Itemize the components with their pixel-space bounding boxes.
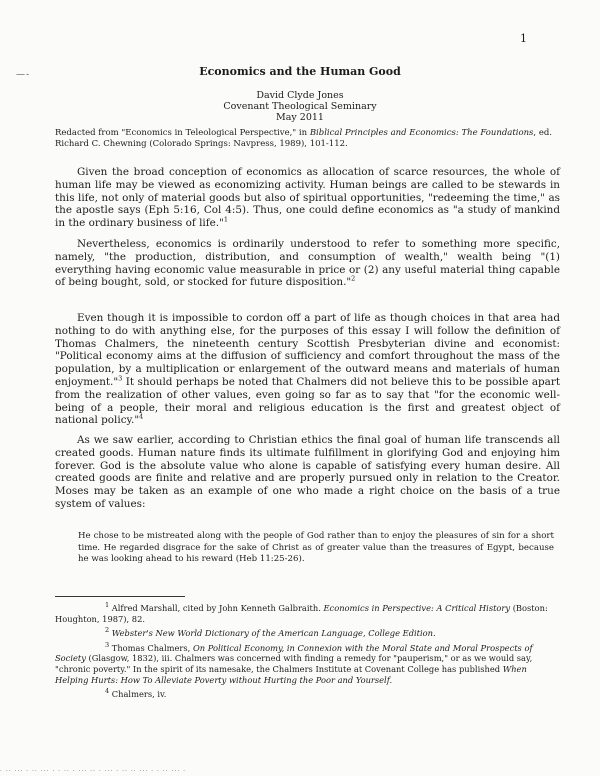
paragraph-3-text-a: Even though it is impossible to cordon off a part of life as though choices in that area had nothing to do with anything else, for the purposes of this essay I will follow the definition of Thomas Chalmers, the nineteenth century Scottish Presbyterian divine and economist: "Political economy aims at the diffusion of sufficiency and comfort throughout the mass of the population, by a multiplication or enlargement of the outward means and materials of human enjoyment." xyxy=(55,312,560,388)
paragraph-1 xyxy=(55,166,560,230)
paragraph-2 xyxy=(55,238,560,289)
institution: Covenant Theological Seminary xyxy=(223,101,377,112)
block-quote: He chose to be mistreated along with the people of God rather than to enjoy the pleasures of sin for a short time. He regarded disgrace for the sake of Christ as of greater value than the treasures of Egypt, because he was looking ahead to his reward (Heb 11:25-26). xyxy=(78,531,554,564)
footnote-divider xyxy=(55,596,185,597)
source-note xyxy=(55,128,555,150)
page-number: 1 xyxy=(520,32,527,45)
footnote-text: Alfred Marshall, cited by John Kenneth Galbraith. xyxy=(111,603,324,613)
footnote-italic: Economics in Perspective: A Critical History xyxy=(323,603,511,613)
footnote-ref-2: 2 xyxy=(351,274,356,283)
footnote-ref-4: 4 xyxy=(139,412,144,421)
paragraph-2-text: Nevertheless, economics is ordinarily understood to refer to something more specific, namely, "the production, distribution, and consumption of wealth," wealth being "(1) everything having economic value measurable in price or (2) any useful material thing capable of being bought, sold, or stocked for future disposition." xyxy=(55,238,560,289)
footnote-text: (Boston: Houghton, 1987), 82. xyxy=(55,603,548,624)
author: David Clyde Jones xyxy=(256,90,344,101)
footnote-italic: When Helping Hurts: How To Alleviate Poverty without Hurting the Poor and Yourself. xyxy=(55,663,527,685)
byline xyxy=(0,90,600,123)
page-title: Economics and the Human Good xyxy=(199,65,401,78)
footnote-number: 2 xyxy=(105,626,110,635)
footnote-italic: On Political Economy, in Connexion with the Moral State and Moral Prospects of Society xyxy=(55,642,533,664)
date: May 2011 xyxy=(276,112,324,123)
paragraph-3-text-b: It should perhaps be noted that Chalmers did not believe this to be possible apart from the realization of other values, even going so far as to say that "for the economic well-being of a people, their moral and religious education is the first and greatest object of national policy." xyxy=(55,375,560,427)
paragraph-4 xyxy=(55,434,560,511)
source-note-suffix: , ed. Richard C. Chewning (Colorado Springs: Navpress, 1989), 101-112. xyxy=(55,128,552,149)
footnote-text: (Glasgow, 1832), iii. Chalmers was concerned with finding a remedy for "pauperism," or as we would say, "chronic poverty." In the spirit of its namesake, the Chalmers Institute at Covenant College has published xyxy=(55,653,533,674)
footnote-2 xyxy=(55,628,555,639)
footnote-number: 4 xyxy=(105,687,110,696)
footnote-ref-3: 3 xyxy=(118,374,123,383)
footnote-number: 1 xyxy=(105,601,110,610)
source-note-prefix: Redacted from "Economics in Teleological Perspective," in xyxy=(55,128,310,138)
paragraph-1-text: Given the broad conception of economics as allocation of scarce resources, the whole of human life may be viewed as economizing activity. Human beings are called to be stewards in this life, not only of material goods but also of spiritual opportunities, "redeeming the time," as the apostle says (Eph 5:16, Col 4:5). Thus, one could define economics as "a study of mankind in the ordinary business of life." xyxy=(55,166,560,230)
margin-mark: —- xyxy=(16,70,31,80)
footnote-text: Thomas Chalmers, xyxy=(111,642,193,653)
footnote-number: 3 xyxy=(105,641,110,650)
source-book-title: Biblical Principles and Economics: The Foundations xyxy=(309,128,534,138)
footnote-4 xyxy=(55,689,555,700)
paragraph-4-text: As we saw earlier, according to Christian ethics the final goal of human life transcends all created goods. Human nature finds its ultimate fulfillment in glorifying God and enjoying him forever. God is the absolute value who alone is capable of satisfying every human desire. All created goods are finite and relative and are properly pursued only in relation to the Creator. Moses may be taken as an example of one who made a right choice on the basis of a true system of values: xyxy=(55,434,560,510)
footnote-ref-1: 1 xyxy=(223,215,228,224)
footnotes xyxy=(55,603,555,704)
footnote-3 xyxy=(55,643,555,685)
footnote-italic: Webster's New World Dictionary of the American Language, College Edition. xyxy=(111,628,436,639)
footnote-text: Chalmers, iv. xyxy=(111,689,167,700)
paragraph-3 xyxy=(55,312,560,427)
scan-artifact: · ·· ··· · ·· ··· · · ·· · ··· ·· · ··· · ·· ·· ··· · · ·· ··· · xyxy=(0,768,187,775)
footnote-1 xyxy=(55,603,555,624)
